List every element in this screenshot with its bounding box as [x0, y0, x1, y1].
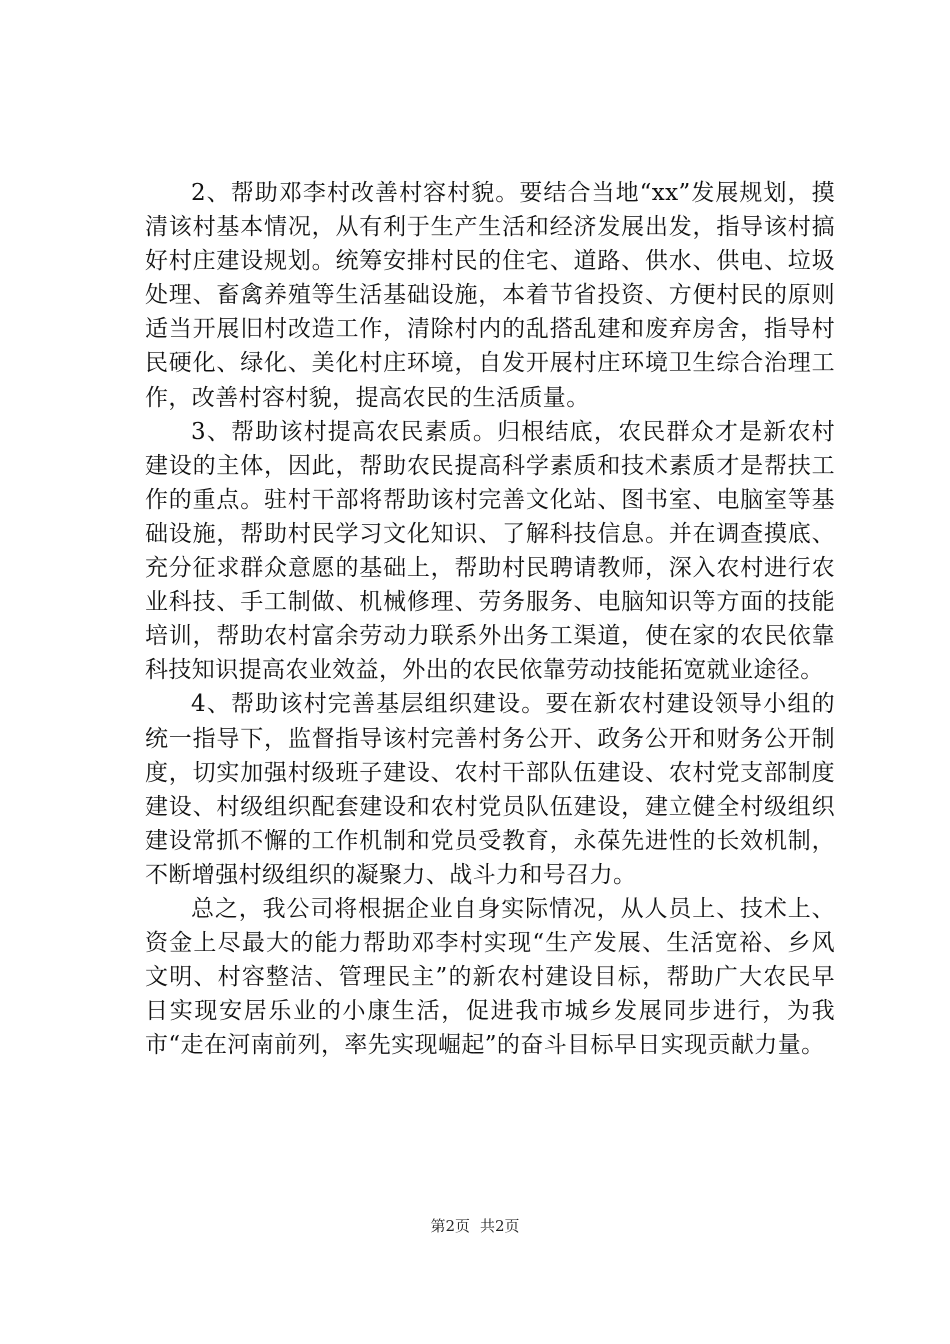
paragraph-item-2: 2、帮助邓李村改善村容村貌。要结合当地“xx”发展规划，摸清该村基本情况，从有利于生产生活和经济发展出发，指导该村搞好村庄建设规划。统筹安排村民的住宅、道路、供水、供电、垃圾处理、畜禽养殖等生活基础设施，本着节省投资、方便村民的原则适当开展旧村改造工作，清除村内的乱搭乱建和废弃房舍，指导村民硬化、绿化、美化村庄环境，自发开展村庄环境卫生综合治理工作，改善村容村貌，提高农民的生活质量。 — [145, 180, 835, 411]
document-body — [145, 176, 835, 1062]
page-number-current: 第2页 — [430, 1217, 470, 1235]
paragraph-item-4: 4、帮助该村完善基层组织建设。要在新农村建设领导小组的统一指导下，监督指导该村完善村务公开、政务公开和财务公开制度，切实加强村级班子建设、农村干部队伍建设、农村党支部制度建设、村级组织配套建设和农村党员队伍建设，建立健全村级组织建设常抓不懈的工作机制和党员受教育，永葆先进性的长效机制，不断增强村级组织的凝聚力、战斗力和号召力。 — [145, 691, 835, 888]
page-footer — [0, 1216, 950, 1236]
page-number-total: 共2页 — [480, 1217, 520, 1235]
paragraph-summary: 总之，我公司将根据企业自身实际情况，从人员上、技术上、资金上尽最大的能力帮助邓李村实现“生产发展、生活宽裕、乡风文明、村容整洁、管理民主”的新农村建设目标，帮助广大农民早日实现安居乐业的小康生活，促进我市城乡发展同步进行，为我市“走在河南前列，率先实现崛起”的奋斗目标早日实现贡献力量。 — [145, 895, 835, 1059]
paragraph-item-3: 3、帮助该村提高农民素质。归根结底，农民群众才是新农村建设的主体，因此，帮助农民提高科学素质和技术素质才是帮扶工作的重点。驻村干部将帮助该村完善文化站、图书室、电脑室等基础设施，帮助村民学习文化知识、了解科技信息。并在调查摸底、充分征求群众意愿的基础上，帮助村民聘请教师，深入农村进行农业科技、手工制做、机械修理、劳务服务、电脑知识等方面的技能培训，帮助农村富余劳动力联系外出务工渠道，使在家的农民依靠科技知识提高农业效益，外出的农民依靠劳动技能拓宽就业途径。 — [145, 418, 835, 684]
